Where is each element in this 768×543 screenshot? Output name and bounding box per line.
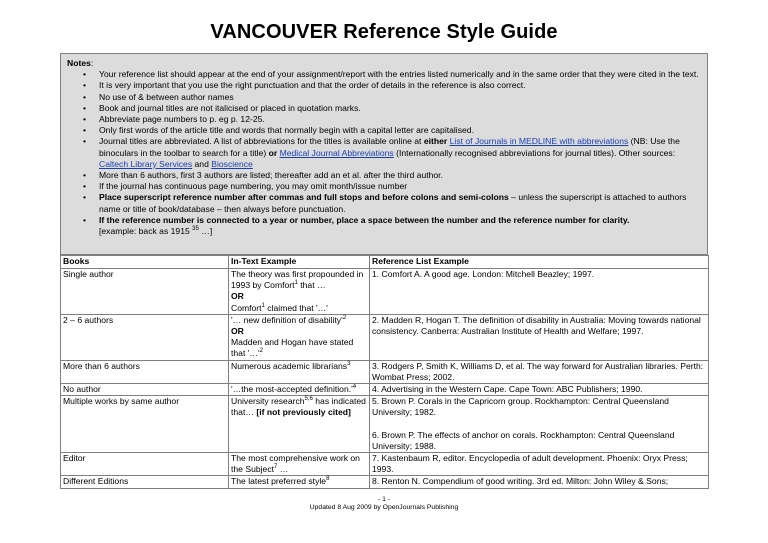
text-segment: 3. Rodgers P, Smith K, Williams D, et al. The way forward for Australian libraries. Perth: Wombat Press; 2002. xyxy=(372,360,704,382)
reference-example-cell xyxy=(370,269,709,315)
reference-example-cell xyxy=(370,314,709,360)
book-type-cell: More than 6 authors xyxy=(61,360,229,383)
text-segment: More than 6 authors, first 3 authors are listed; thereafter add an et al. after the third author. xyxy=(99,170,443,181)
text-segment: that … xyxy=(297,280,326,291)
citation-superscript: 7 xyxy=(274,464,278,471)
in-text-example-cell xyxy=(229,360,370,383)
reference-link[interactable]: List of Journals in MEDLINE with abbreviations xyxy=(449,136,629,147)
text-segment: (NB: Use the binoculars in the toolbar to search for a title) xyxy=(99,136,680,158)
text-segment: The theory was first propounded in 1993 by Comfort xyxy=(231,269,364,291)
header-books: Books xyxy=(61,256,229,269)
bold-text: OR xyxy=(231,326,244,337)
note-item xyxy=(67,80,701,91)
book-type-cell: No author xyxy=(61,384,229,396)
note-item xyxy=(67,69,701,80)
reference-link[interactable]: Caltech Library Services xyxy=(99,158,193,169)
citation-superscript: 5,6 xyxy=(304,396,313,403)
bullet-icon: • xyxy=(83,125,87,136)
bullet-icon: • xyxy=(83,69,87,80)
text-segment: The most comprehensive work on the Subject xyxy=(231,453,360,475)
text-segment: …] xyxy=(198,226,213,237)
reference-link[interactable]: Bioscience xyxy=(211,158,253,169)
reference-table xyxy=(60,255,709,489)
reference-example-cell xyxy=(370,453,709,476)
notes-list xyxy=(67,69,701,237)
citation-superscript: 1 xyxy=(294,280,298,287)
citation-superscript: 1 xyxy=(261,302,265,309)
text-segment: … xyxy=(277,464,289,475)
text-segment: If the journal has continuous page numbering, you may omit month/issue number xyxy=(99,181,408,192)
bullet-icon: • xyxy=(83,136,87,147)
reference-example-cell xyxy=(370,476,709,488)
note-item xyxy=(67,215,701,237)
bullet-icon: • xyxy=(83,80,87,91)
text-segment: 2. Madden R, Hogan T. The definition of disability in Australia: Moving towards national consistency. Canberra: Australian Institute of Health and Welfare; 1997. xyxy=(372,314,701,337)
text-segment: – unless the superscript is attached to authors name or title of book/database – then always before punctuation. xyxy=(99,192,687,214)
bullet-icon: • xyxy=(83,192,87,203)
text-segment: 8. Renton N. Compendium of good writing. 3rd ed. Milton: John Wiley & Sons; xyxy=(372,476,669,487)
text-segment: and xyxy=(192,158,212,169)
header-in-text-example: In-Text Example xyxy=(229,256,370,269)
citation-superscript: 2 xyxy=(342,314,347,321)
bullet-icon: • xyxy=(83,91,87,102)
in-text-example-cell xyxy=(229,384,370,396)
text-segment: It is very important that you use the right punctuation and that the order of details in the reference is also correct. xyxy=(99,80,526,91)
page-title: VANCOUVER Reference Style Guide xyxy=(210,21,558,43)
note-item xyxy=(67,192,701,214)
reference-example-cell xyxy=(370,384,709,396)
text-segment: '…the most-accepted definition.' xyxy=(231,384,353,395)
note-item xyxy=(67,170,701,181)
bold-text: either xyxy=(423,136,448,147)
bullet-icon: • xyxy=(83,102,87,113)
citation-superscript: 35 xyxy=(192,226,199,233)
book-type-cell: Multiple works by same author xyxy=(61,396,229,453)
text-segment: Only first words of the article title and words that normally begin with a capital letter are capitalised. xyxy=(99,125,474,136)
text-segment: 5. Brown P. Corals in the Capricorn group. Rockhampton: Central Queensland University; 1982. xyxy=(372,396,669,418)
text-segment: '… new definition of disability' xyxy=(231,314,343,325)
note-item xyxy=(67,92,701,103)
table-row xyxy=(61,453,709,476)
note-item xyxy=(67,136,701,170)
text-segment: Comfort xyxy=(231,302,262,313)
in-text-example-cell xyxy=(229,269,370,315)
in-text-example-cell xyxy=(229,453,370,476)
bullet-icon: • xyxy=(83,214,87,225)
note-item xyxy=(67,125,701,136)
text-segment: University research xyxy=(231,396,305,407)
citation-superscript: 4 xyxy=(352,384,357,391)
note-item xyxy=(67,114,701,125)
table-row xyxy=(61,314,709,360)
text-segment: [example: back as 1915 xyxy=(99,226,193,237)
text-segment: Journal titles are abbreviated. A list of abbreviations for the titles is available online at xyxy=(99,136,424,147)
text-segment: Your reference list should appear at the end of your assignment/report with the entries listed numerically and in the same order that they were cited in the text. xyxy=(99,69,699,80)
book-type-cell: Different Editions xyxy=(61,476,229,488)
in-text-example-cell xyxy=(229,476,370,488)
bullet-icon: • xyxy=(83,181,87,192)
text-segment: 1. Comfort A. A good age. London: Mitchell Beazley; 1997. xyxy=(372,269,595,279)
footer-updated: Updated 8 Aug 2009 by OpenJournals Publishing xyxy=(309,504,459,511)
notes-label: Notes xyxy=(67,58,91,68)
text-segment: No use of & between author names xyxy=(99,91,234,102)
text-segment: Abbreviate page numbers to p. eg p. 12-25. xyxy=(99,114,265,125)
text-segment: Book and journal titles are not italicised or placed in quotation marks. xyxy=(99,102,361,113)
note-item xyxy=(67,103,701,114)
bullet-icon: • xyxy=(83,114,87,125)
in-text-example-cell xyxy=(229,396,370,453)
text-segment: 4. Advertising in the Western Cape. Cape Town: ABC Publishers; 1990. xyxy=(372,384,643,395)
spacer xyxy=(372,419,706,430)
reference-example-cell xyxy=(370,360,709,383)
bold-text: OR xyxy=(231,291,244,302)
bold-text: Place superscript reference number after commas and full stops and before colons and semi-colons xyxy=(99,192,509,203)
citation-superscript: 2 xyxy=(259,348,263,355)
bold-text: [if not previously cited] xyxy=(256,407,351,418)
text-segment: has indicated that… xyxy=(231,396,366,418)
table-row xyxy=(61,360,709,383)
header-reference-list-example: Reference List Example xyxy=(370,256,709,269)
note-item xyxy=(67,181,701,192)
table-row xyxy=(61,396,709,453)
bullet-icon: • xyxy=(83,170,87,181)
bold-text: If the reference number is connected to a year or number, place a space between the number and the reference number for clarity. xyxy=(99,214,630,225)
bold-text: or xyxy=(268,147,278,158)
table-row xyxy=(61,476,709,488)
in-text-example-cell xyxy=(229,314,370,360)
text-segment: The latest preferred style xyxy=(231,476,327,487)
text-segment: 6. Brown P. The effects of anchor on corals. Rockhampton: Central Queensland University; 1988. xyxy=(372,429,675,451)
notes-box: Notes: • Your reference list should appear at the end of your assignment/report with the entries listed numerically and in the same order that they were cited in the text. • It is very important that you use the right punctuation and that the order of details in the reference is also correct. • No use of & between author names • Book and journal titles are not italicised or placed in quotation marks. • Abbreviate page numbers to p. eg p. 12-25. • Only first words of the article title and words that normally begin with a capital letter are capitalised. • Journal titles are abbreviated. A list of abbreviations for the titles is available online at either List of Journals in MEDLINE with abbreviations (NB: Use the binoculars in the toolbar to search for a title) or Medical Journal Abbreviations (Internationally recognised abbreviations for journal titles). Other sources: Caltech Library Services and Bioscience • More than 6 authors, first 3 authors are listed; thereafter add an et al. after the third author. • If the journal has continuous page numbering, you may omit month/issue number • Place superscript reference number after commas and full stops and before colons and semi-colons – unless the superscript is attached to authors name or title of book/database – then always before punctuation. • If the reference number is connected to a year or number, place a space between the number and the reference number for clarity. [example: back as 1915 $^{35}$ …] xyxy=(60,53,708,255)
book-type-cell: 2 – 6 authors xyxy=(61,314,229,360)
table-header-row xyxy=(61,256,709,269)
reference-link[interactable]: Medical Journal Abbreviations xyxy=(279,147,394,158)
citation-superscript: 8 xyxy=(326,476,330,483)
book-type-cell: Editor xyxy=(61,453,229,476)
book-type-cell: Single author xyxy=(61,269,229,315)
table-row xyxy=(61,384,709,396)
citation-superscript: 3 xyxy=(347,360,351,367)
text-segment: claimed that '…' xyxy=(264,302,328,313)
text-segment: Numerous academic librarians xyxy=(231,360,348,371)
reference-example-cell xyxy=(370,396,709,453)
page-number: - 1 - xyxy=(377,496,391,503)
text-segment: 7. Kastenbaum R, editor. Encyclopedia of adult development. Phoenix: Oryx Press; 1993. xyxy=(372,453,688,475)
text-segment: (Internationally recognised abbreviations for journal titles). Other sources: xyxy=(393,147,676,158)
table-row xyxy=(61,269,709,315)
text-segment: Madden and Hogan have stated that '…' xyxy=(231,337,354,359)
